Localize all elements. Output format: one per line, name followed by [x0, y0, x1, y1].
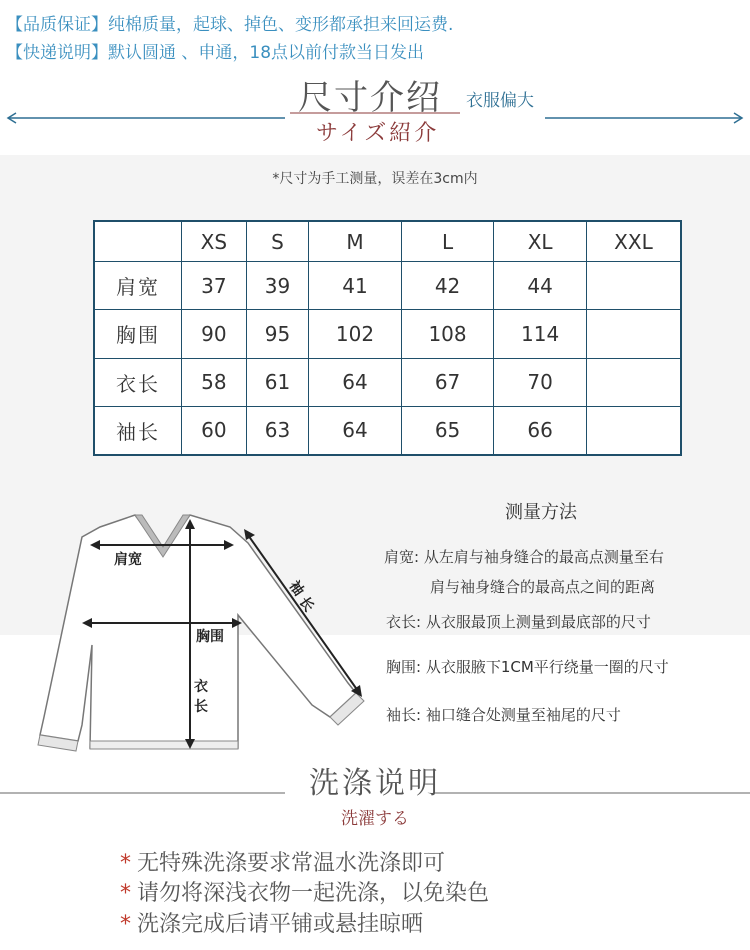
- diagram-length-label-1: 衣: [194, 679, 208, 695]
- table-corner-cell: [94, 221, 182, 262]
- size-subtitle: サイズ紹介: [316, 121, 440, 146]
- table-cell: [586, 262, 681, 310]
- table-cell: 64: [309, 406, 402, 455]
- quality-guarantee-text: 【品质保证】纯棉质量，起球、掉色、变形都承担来回运费.: [6, 15, 454, 35]
- table-cell: [586, 358, 681, 406]
- table-cell: [586, 310, 681, 358]
- diagram-shoulder-label: 肩宽: [114, 552, 142, 568]
- table-cell: 65: [401, 406, 494, 455]
- table-cell: 58: [182, 358, 247, 406]
- wash-line-1: * 无特殊洗涤要求常温水洗涤即可: [120, 851, 446, 876]
- diagram-sleeve-label-1: 袖: [285, 578, 307, 599]
- table-cell: 114: [494, 310, 587, 358]
- table-cell: 42: [401, 262, 494, 310]
- bullet-star: *: [120, 881, 131, 906]
- table-cell: 41: [309, 262, 402, 310]
- table-row: [94, 262, 681, 310]
- row-label: 胸围: [94, 310, 182, 358]
- column-header: XXL: [586, 221, 681, 262]
- measure-shoulder-1: 肩宽: 从左肩与袖身缝合的最高点测量至右: [384, 548, 664, 566]
- bullet-star: *: [120, 851, 131, 876]
- shipping-info-text: 【快递说明】默认圆通 、申通，18点以前付款当日发出: [6, 43, 425, 63]
- measure-note: *尺寸为手工测量，误差在3cm内: [272, 171, 478, 187]
- measure-title: 测量方法: [505, 502, 577, 523]
- table-header-row: [94, 221, 681, 262]
- measure-length: 衣长: 从衣服最顶上测量到最底部的尺寸: [386, 613, 651, 631]
- column-header: XL: [494, 221, 587, 262]
- table-row: [94, 358, 681, 406]
- column-header: L: [401, 221, 494, 262]
- table-cell: 37: [182, 262, 247, 310]
- table-cell: 66: [494, 406, 587, 455]
- table-cell: 60: [182, 406, 247, 455]
- table-cell: 70: [494, 358, 587, 406]
- size-table: [93, 220, 682, 456]
- row-label: 衣长: [94, 358, 182, 406]
- table-cell: 61: [246, 358, 308, 406]
- table-cell: 95: [246, 310, 308, 358]
- measure-sleeve: 袖长: 袖口缝合处测量至袖尾的尺寸: [386, 706, 621, 724]
- table-cell: 108: [401, 310, 494, 358]
- table-cell: [586, 406, 681, 455]
- diagram-chest-label: 胸围: [196, 629, 224, 645]
- wash-title: 洗涤说明: [309, 766, 441, 801]
- table-row: [94, 406, 681, 455]
- column-header: M: [309, 221, 402, 262]
- measure-chest: 胸围: 从衣服腋下1CM平行绕量一圈的尺寸: [386, 658, 669, 676]
- table-cell: 67: [401, 358, 494, 406]
- table-cell: 64: [309, 358, 402, 406]
- wash-subtitle: 洗濯する: [341, 809, 409, 829]
- size-title: 尺寸介绍: [298, 78, 442, 118]
- table-cell: 90: [182, 310, 247, 358]
- diagram-length-label-2: 长: [194, 699, 208, 715]
- column-header: XS: [182, 221, 247, 262]
- table-cell: 44: [494, 262, 587, 310]
- measure-shoulder-2: 肩与袖身缝合的最高点之间的距离: [430, 578, 656, 596]
- wash-line-3: * 洗涤完成后请平铺或悬挂晾晒: [120, 912, 424, 937]
- size-title-side: 衣服偏大: [466, 91, 534, 111]
- diagram-sleeve-label-2: 长: [295, 594, 317, 615]
- row-label: 袖长: [94, 406, 182, 455]
- row-label: 肩宽: [94, 262, 182, 310]
- table-row: [94, 310, 681, 358]
- table-cell: 63: [246, 406, 308, 455]
- bullet-star: *: [120, 912, 131, 937]
- column-header: S: [246, 221, 308, 262]
- wash-divider: [0, 788, 750, 798]
- table-cell: 102: [309, 310, 402, 358]
- wash-line-2: * 请勿将深浅衣物一起洗涤，以免染色: [120, 881, 490, 906]
- table-cell: 39: [246, 262, 308, 310]
